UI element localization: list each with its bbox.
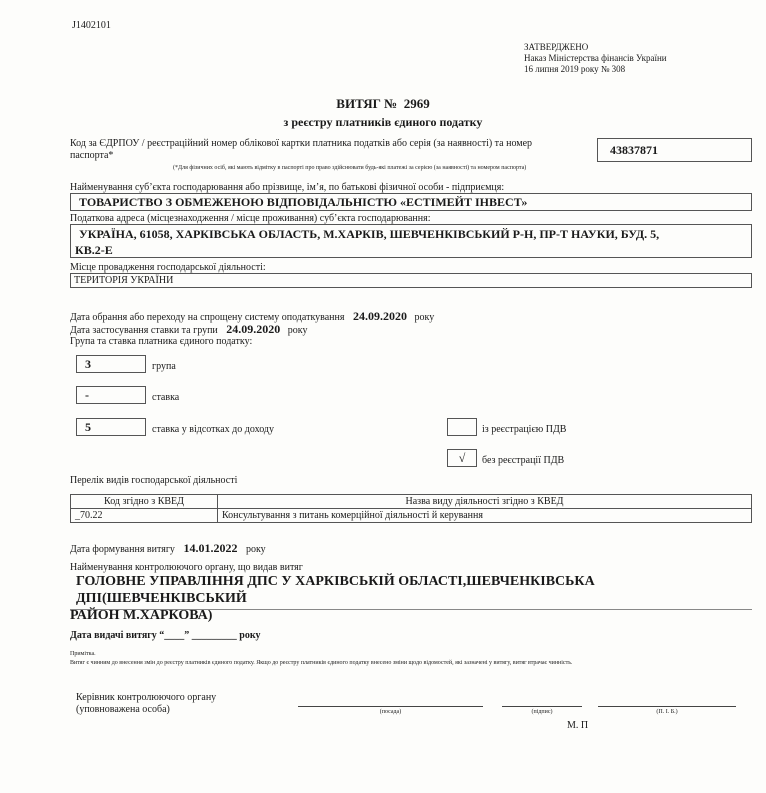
authority-line1: ГОЛОВНЕ УПРАВЛІННЯ ДПС У ХАРКІВСЬКІЙ ОБЛАСТІ,ШЕВЧЕНКІВСЬКА ДПІ(ШЕВЧЕНКІВСЬКИЙ (76, 574, 595, 606)
vat-without-label: без реєстрації ПДВ (482, 455, 565, 466)
authority-value (70, 573, 756, 624)
percent-label: ставка у відсотках до доходу (152, 424, 274, 435)
vat-without-checkbox: √ (447, 449, 477, 467)
vat-with-checkbox (447, 418, 477, 436)
approval-line3: 16 липня 2019 року № 308 (524, 64, 626, 74)
group-value: 3 (76, 355, 146, 373)
formation-value: 14.01.2022 (183, 541, 238, 555)
header-code: Код згідно з КВЕД (71, 495, 218, 509)
address-value (70, 224, 752, 258)
name-line (598, 706, 736, 707)
stamp-place: М. П (567, 720, 589, 731)
address-line2: КВ.2-Е (75, 243, 113, 257)
note-title: Примітка. (70, 651, 96, 657)
entity-label: Найменування суб’єкта господарювання або прізвище, ім’я, по батькові фізичної особи - підприємця: (70, 182, 505, 193)
position-caption: (посада) (379, 709, 402, 715)
header-name: Назва виду діяльності згідно з КВЕД (218, 495, 752, 509)
formation-label: Дата формування витягу (70, 544, 175, 555)
document-title (0, 96, 766, 112)
formation-row (70, 541, 266, 556)
position-line (298, 706, 483, 707)
place-label: Місце провадження господарської діяльності: (70, 262, 266, 273)
simplified-date-suffix: року (414, 312, 435, 323)
note-text: Витяг є чинним до внесення змін до реєстру платників єдиного податку. Якщо до реєстру платників єдиного податку внесено зміни щодо відомостей, які зазначені у витягу, витяг втрачає чинність. (70, 660, 573, 666)
rate-label: ставка (152, 392, 180, 403)
approval-line2: Наказ Міністерства фінансів України (524, 53, 667, 63)
activities-label: Перелік видів господарської діяльності (70, 475, 238, 486)
name-caption: (П. І. Б.) (656, 709, 678, 715)
issue-date: Дата видачі витягу “____” _________ року (70, 630, 261, 641)
extract-number: 2969 (403, 96, 430, 111)
table-row (71, 509, 752, 523)
group-label: група (152, 361, 176, 372)
authority-underline (70, 609, 752, 610)
row-code: _70.22 (71, 509, 218, 523)
authority-line2: РАЙОН М.ХАРКОВА) (70, 608, 213, 623)
head-label (76, 692, 216, 716)
sign-caption: (підпис) (531, 709, 553, 715)
code-footnote: (*Для фізичних осіб, які мають відмітку в паспорті про право здійснювати будь-які платежі за серією (за наявності) та номером паспорта) (173, 165, 527, 171)
percent-value: 5 (76, 418, 146, 436)
formation-suffix: року (245, 544, 266, 555)
head-line1: Керівник контролюючого органу (76, 692, 217, 703)
entity-name: ТОВАРИСТВО З ОБМЕЖЕНОЮ ВІДПОВІДАЛЬНІСТЮ «ЕСТІМЕЙТ ІНВЕСТ» (70, 193, 752, 211)
table-header-row (71, 495, 752, 509)
group-heading: Група та ставка платника єдиного податку: (70, 336, 253, 347)
address-label: Податкова адреса (місцезнаходження / місце проживання) суб’єкта господарювання: (70, 213, 431, 224)
rate-value: - (76, 386, 146, 404)
code-label: Код за ЄДРПОУ / реєстраційний номер облікової картки платника податків або серія (за наявності) та номер паспорта* (70, 138, 533, 161)
authority-label: Найменування контролюючого органу, що видав витяг (70, 562, 303, 573)
activities-table (70, 494, 752, 523)
simplified-date-label: Дата обрання або переходу на спрощену систему оподаткування (70, 312, 345, 323)
rate-date-suffix: року (287, 325, 308, 336)
vat-with-label: із реєстрацією ПДВ (482, 424, 567, 435)
code-value: 43837871 (597, 138, 752, 162)
approval-line1: ЗАТВЕРДЖЕНО (524, 42, 589, 52)
document-subtitle: з реєстру платників єдиного податку (283, 115, 483, 129)
row-name: Консультування з питань комерційної діяльності й керування (218, 509, 752, 523)
rate-date-value: 24.09.2020 (226, 322, 281, 336)
form-code: J1402101 (72, 20, 111, 31)
rate-date-label: Дата застосування ставки та групи (70, 325, 218, 336)
sign-line (502, 706, 582, 707)
head-line2: (уповноважена особа) (76, 704, 170, 715)
address-line1: УКРАЇНА, 61058, ХАРКІВСЬКА ОБЛАСТЬ, М.ХАРКІВ, ШЕВЧЕНКІВСЬКИЙ Р-Н, ПР-Т НАУКИ, БУД. 5, (79, 227, 660, 241)
rate-date-row (70, 322, 308, 337)
simplified-date-value: 24.09.2020 (353, 309, 407, 323)
approval-block (524, 42, 667, 75)
title-prefix: ВИТЯГ № (336, 96, 398, 111)
place-value: ТЕРИТОРІЯ УКРАЇНИ (70, 273, 752, 288)
